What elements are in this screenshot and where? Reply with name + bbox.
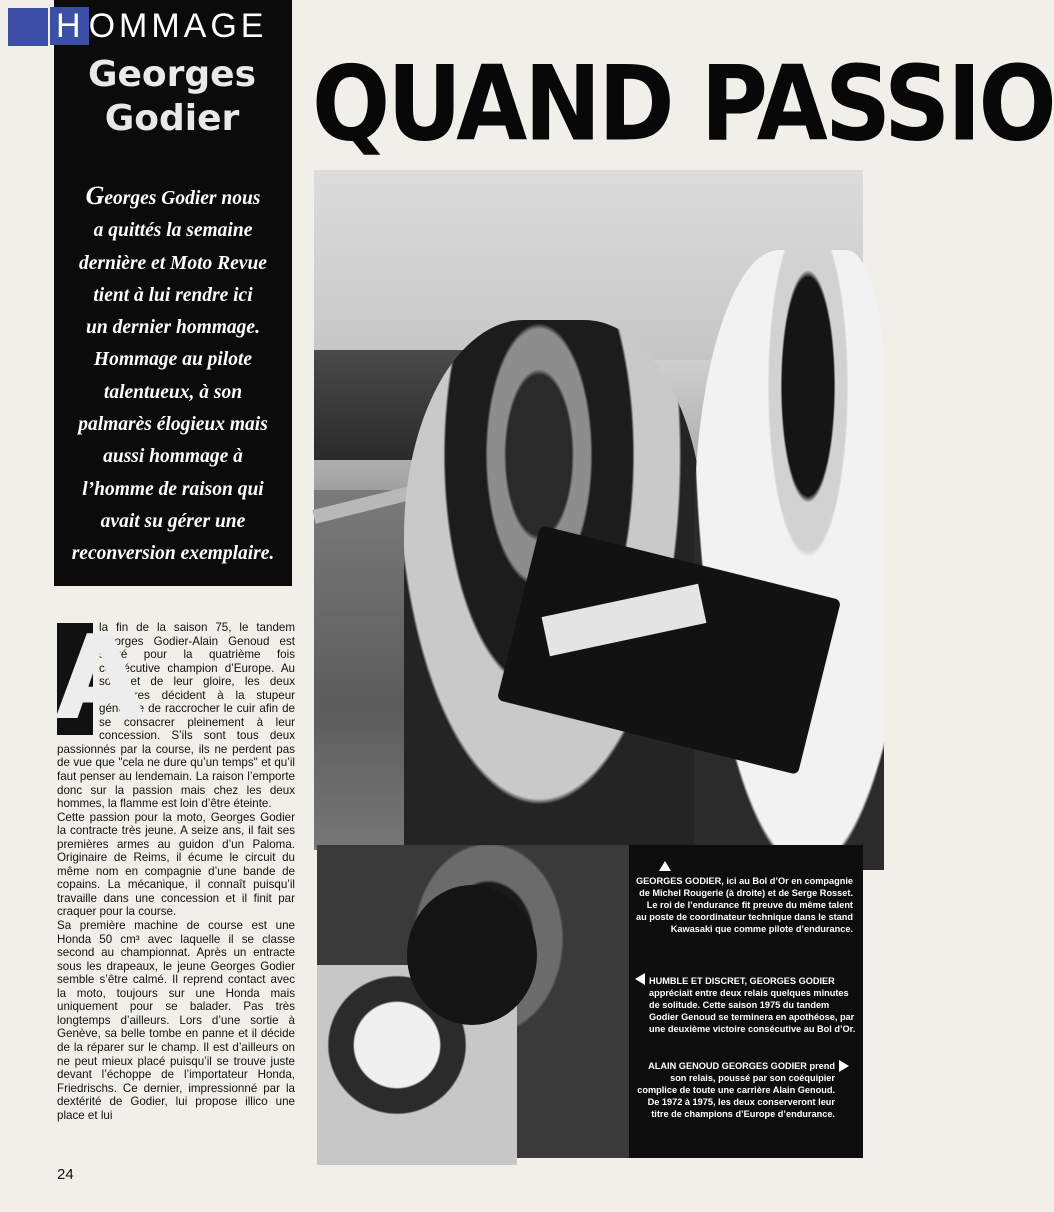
article-paragraph-2: Cette passion pour la moto, Georges Godier la contracte très jeune. A seize ans, il fait ses premières armes au guidon d’un Paloma. Originaire de Reims, il écume le circuit du même nom en compagnie d’une bande de copains. La mécanique, il connaît puisqu’il travaille dans une concession et il finit par craquer pour la course. bbox=[57, 810, 295, 919]
caption-1: GEORGES GODIER, ici au Bol d’Or en compagnie de Michel Rougerie (à droite) et de Serge Rosset. Le roi de l’endurance fit preuve du même talent au poste de coordinateur technique dans le stand Kawasaki que comme pilote d’endurance. bbox=[636, 876, 853, 935]
arrow-right-icon bbox=[839, 1060, 849, 1072]
intro-dropcap: G bbox=[85, 181, 105, 210]
intro-line: eorges Godier nous bbox=[104, 188, 261, 209]
caption-2: HUMBLE ET DISCRET, GEORGES GODIER appréciait entre deux relais quelques minutes de solitude. Cette saison 1975 du tandem Godier Genoud se terminera en apothéose, par une deuxième victoire consécutive au Bol d’Or. bbox=[649, 976, 856, 1035]
rider-photo bbox=[317, 845, 629, 1158]
section-title-rest: OMMAGE bbox=[88, 7, 268, 45]
headline: QUAND PASSIO bbox=[312, 44, 1054, 165]
intro-line: Hommage au pilote bbox=[93, 349, 253, 371]
article-paragraph-1: la fin de la saison 75, le tandem Georges Godier-Alain Genoud est sacré pour la quatrième fois consécutive champion d’Europe. Au sommet de leur gloire, les deux compères décident à la stupeur générale de raccrocher le cuir afin de se consacrer pleinement à leur concession. S’ils sont tous deux passionnés par la course, ils ne perdent pas de vue que "cela ne dure qu’un temps" et qu’il faut penser au lendemain. La raison l’emporte donc sur la passion mais chez les deux hommes, la flamme est loin d’être éteinte. bbox=[57, 621, 295, 811]
intro-line: un dernier hommage. bbox=[86, 317, 260, 339]
page-number: 24 bbox=[57, 1166, 74, 1183]
arrow-up-icon bbox=[659, 861, 671, 871]
name-line-1: Georges bbox=[87, 54, 257, 95]
intro-line: aussi hommage à bbox=[103, 446, 243, 468]
intro-text bbox=[60, 180, 286, 571]
article-paragraph-3: Sa première machine de course est une Honda 50 cm³ avec laquelle il se classe second au championnat. Après un entracte sous les drapeaux, le jeune Georges Godier semble s’être calmé. Il reprend contact avec la moto, toujours sur une Honda mais uniquement pour se balader. Pas très longtemps d’ailleurs. Lors d’une sortie à Genève, sa belle tombe en panne et il décide de la réparer sur le champ. Il est d’ailleurs on ne peut mieux placé puisqu’il se trouve juste devant l’échoppe de l’importateur Honda, Friedrischs. Ce dernier, impressionné par la dextérité de Godier, lui propose illico une place et lui bbox=[57, 919, 295, 1122]
caption-3: ALAIN GENOUD GEORGES GODIER prend son relais, poussé par son coéquipier complice de toute une carrière Alain Genoud. De 1972 à 1975, les deux conserveront leur titre de champions d’Europe d’endurance. bbox=[637, 1061, 835, 1120]
intro-line: talentueux, à son bbox=[103, 381, 243, 403]
section-title-initial: H bbox=[50, 7, 89, 45]
intro-line: tient à lui rendre ici bbox=[93, 284, 253, 306]
intro-line: a quittés la semaine bbox=[93, 220, 253, 242]
intro-line: avait su gérer une bbox=[100, 510, 246, 532]
intro-line: dernière et Moto Revue bbox=[79, 252, 267, 274]
section-accent bbox=[8, 8, 48, 46]
article-dropcap bbox=[55, 611, 145, 746]
article-body bbox=[55, 611, 295, 1122]
name-line-2: Godier bbox=[104, 98, 240, 139]
section-title bbox=[50, 6, 290, 46]
intro-line: palmarès élogieux mais bbox=[78, 414, 268, 436]
photo-rider-head bbox=[407, 885, 537, 1025]
intro-line: l’homme de raison qui bbox=[82, 478, 264, 500]
photo-man-right bbox=[694, 250, 884, 870]
captions-box bbox=[629, 845, 863, 1158]
article-dropcap-letter: A bbox=[55, 611, 145, 746]
main-photo bbox=[314, 170, 863, 848]
intro-line: reconversion exemplaire. bbox=[71, 543, 275, 565]
arrow-left-icon bbox=[635, 973, 645, 985]
